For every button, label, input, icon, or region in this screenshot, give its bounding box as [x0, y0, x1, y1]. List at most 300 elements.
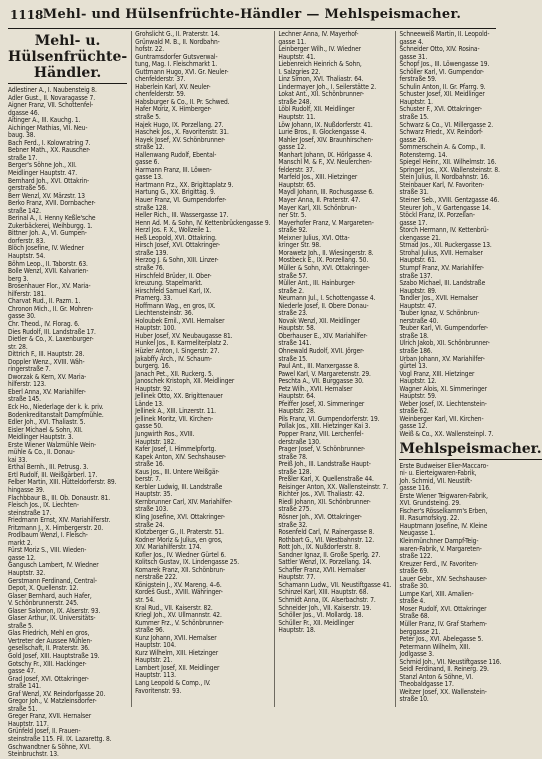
directory-entry: Schöller Karl, VI. Gumpendor-: [399, 67, 484, 76]
entry-list: [399, 31, 541, 439]
directory-entry: Schneeweiß Martin, II. Leopold-: [399, 30, 490, 38]
directory-entry: Graf Wenzl, XV. Reindorfgasse 20.: [8, 689, 106, 698]
directory-entry: Hauptstr. 92.: [135, 384, 173, 393]
directory-entry: Sandner Ignaz, II. Große Sperlg. 27.: [278, 550, 381, 559]
directory-entry: Hirschfeld Samuel Karl, IX.: [135, 286, 212, 295]
directory-entry: Hauptstr. 47.: [399, 301, 437, 310]
directory-entry: Novak Wenzl, XII. Meidlinger: [278, 316, 360, 325]
directory-entry: Dies Rudolf, III. Landstraße 17.: [8, 327, 96, 336]
directory-entry: Chr. Theod., IV. Florag. 6.: [8, 319, 80, 328]
entry-list-mehlspeismacher: [399, 463, 541, 705]
directory-entry: Hauptstr. 61.: [399, 256, 437, 265]
directory-entry: Lambert Josef, XII. Meidlinger: [135, 663, 220, 672]
directory-entry: Hauer Franz, VI. Gumpendorfer-: [135, 196, 227, 205]
directory-entry: dgasse 46.: [8, 108, 40, 117]
directory-entry: Hauptstr. 89.: [399, 286, 437, 295]
directory-entry: Hauptstr. 182.: [135, 437, 176, 446]
directory-entry: Strnad Jos., XII. Ruckergasse 13.: [399, 241, 492, 250]
directory-entry: Kofler Jos., IV. Wiedner Gürtel 6.: [135, 550, 226, 559]
directory-entry: Hayek Josef, XV. Schönbrunner-: [135, 135, 226, 144]
directory-entry: Hauptstr. 35.: [135, 490, 173, 499]
directory-entry: Habsburger & Co., II. Pr. Schwed.: [135, 97, 230, 106]
directory-entry: felderstr. 37.: [278, 165, 315, 174]
directory-entry: Joh. Schmid, VII. Neustift-: [399, 476, 473, 485]
directory-entry: tung, Mag. I. Fleischmarkt 1.: [135, 60, 218, 69]
directory-entry: Heß Leopold, XVI. Ottakring.: [135, 233, 217, 242]
directory-entry: waren-Fabrik, V. Margareten-: [399, 544, 482, 553]
header-rule: [8, 28, 496, 29]
directory-entry: Rosenfeld Carl, IV. Rainergasse 8.: [278, 528, 375, 537]
directory-entry: Tandler Jos., XVII. Hernalser: [399, 294, 479, 303]
directory-entry: ferstraße 59.: [399, 75, 437, 84]
directory-entry: chenfelderstr. 37.: [135, 75, 186, 84]
entry-list: [8, 87, 127, 759]
directory-entry: Peschta A., VII. Burggasse 30.: [278, 377, 364, 386]
directory-entry: Huber Josef, XV. Neubaugasse 81.: [135, 331, 233, 340]
directory-entry: kai 33.: [8, 455, 28, 464]
directory-entry: Klotzberger G., II. Praterstr. 51.: [135, 528, 224, 537]
directory-entry: Richter Jos., XVI. Thaliastr. 42.: [278, 490, 365, 499]
directory-entry: Schaffer Franz, XVII. Hernalser: [278, 565, 366, 574]
directory-entry: ni- u. Eierteigwaren-Fabrik,: [399, 469, 477, 478]
directory-entry: Kleinmünchner Dampf-Teig-: [399, 537, 479, 545]
directory-entry: berggasse 21.: [399, 627, 441, 636]
directory-entry: Edler Joh., XVI. Thaliastr. 5.: [8, 418, 86, 427]
directory-entry: Lände 13.: [135, 399, 164, 408]
directory-entry: steinstraße 115. Fil. IX. Lazarettg. 8.: [8, 735, 112, 744]
directory-entry: Hauptstr. 104.: [135, 641, 176, 650]
directory-entry: Hauptstr. 64.: [278, 392, 316, 401]
directory-entry: Glaser Salomon, IX. Alserstr. 93.: [8, 606, 101, 615]
directory-entry: Schulin Anton, II. Gr. Pfarrg. 9.: [399, 82, 486, 91]
directory-entry: gasse 12.: [399, 422, 428, 431]
directory-entry: Schmid Joh., VII. Neustiftgasse 116.: [399, 657, 502, 666]
directory-entry: Wagner Alois, XI. Simmeringer: [399, 384, 487, 393]
directory-entry: Kernbrunner Carl, XIV. Mariahilfer-: [135, 497, 233, 506]
column-3: [274, 31, 391, 707]
directory-entry: straße 51.: [8, 704, 38, 713]
directory-entry: Sattler Wenzl, IX. Porzellang. 14.: [278, 558, 372, 567]
directory-entry: straße 4.: [399, 597, 426, 606]
directory-entry: Steiner Seb., XVIII. Gentzgasse 46.: [399, 196, 500, 205]
directory-entry: Lurie Bros., II. Glockengasse 4.: [278, 128, 367, 137]
directory-entry: Bebner Math., XX. Rauscher-: [8, 146, 91, 155]
directory-entry: Müller & Sohn, XVI. Ottakringer-: [278, 263, 370, 272]
directory-entry: Grünwald M. B., II. Nordbahn-: [135, 37, 220, 46]
directory-entry: Berr Wenzl, XV. Märzstr. 13: [8, 191, 85, 200]
directory-entry: Neumann Jul., I. Schottengasse 4.: [278, 294, 376, 303]
directory-entry: Vogl Franz, XIII. Hietzinger: [399, 369, 475, 378]
directory-entry: Meidlinger Hauptstr. 3.: [8, 433, 74, 442]
directory-entry: gürtel 13.: [399, 362, 428, 371]
directory-entry: Frodlbaum Wenzl, I. Fleisch-: [8, 531, 88, 540]
directory-entry: straße 78.: [278, 452, 308, 461]
directory-entry: Erste Budweiser Elier-Maccaro-: [399, 461, 489, 470]
directory-entry: Kaus Jos., III. Untere Weißgär-: [135, 467, 220, 476]
directory-entry: gasse 50.: [135, 422, 163, 431]
directory-entry: straße 5.: [8, 621, 34, 630]
columns: [8, 30, 542, 759]
directory-entry: Hartmann Frz., XX. Brigittaplatz 9.: [135, 180, 234, 189]
directory-entry: V. Schönbrunnerstr. 245.: [8, 599, 79, 608]
directory-entry: nerstraße 40.: [399, 316, 439, 325]
directory-entry: berg 3.: [8, 274, 29, 283]
directory-entry: Linz Simon, XVI. Thaliastr. 64.: [278, 75, 364, 84]
directory-entry: Rothbart G., VII. Westbahnstr. 12.: [278, 535, 375, 544]
directory-entry: Leinberger Wilh., IV. Wiedner: [278, 45, 361, 54]
directory-entry: Schmidt Anna, IX. Alserbachstr. 7.: [278, 596, 376, 605]
directory-entry: Paul Ant., III. Marxergasse 8.: [278, 362, 360, 371]
directory-entry: steinstraße 17.: [8, 508, 52, 517]
directory-entry: Erste Wiener Walzmühle Wein-: [8, 440, 97, 449]
directory-entry: Henn Ad. M. & Sohn, IV. Kettenbrückengasse 9.: [135, 218, 271, 227]
directory-entry: Weinberger Karl, VII. Kirchen-: [399, 414, 484, 423]
directory-entry: Komarek Franz, XII. Schönbrun-: [135, 565, 226, 574]
directory-entry: Löw Johann, IX. Nußdorferstr. 41.: [278, 120, 373, 129]
directory-entry: gasse 26.: [399, 135, 428, 144]
directory-entry: Popper Franz, VIII. Lerchenfel-: [278, 429, 364, 438]
page-number: 1118: [10, 8, 44, 22]
directory-entry: Erste Wiener Teigwaren-Fabrik,: [399, 491, 488, 500]
directory-entry: Mostbeck E., IX. Porzellang. 50.: [278, 256, 369, 265]
directory-entry: Hirsch Josef, XVI. Ottakringer-: [135, 241, 221, 250]
directory-entry: Mayer Anna, II. Praterstr. 47.: [278, 196, 361, 205]
directory-entry: markt 2.: [8, 538, 33, 547]
directory-entry: straße 76.: [135, 263, 165, 272]
directory-entry: Hauptstr. 113.: [135, 671, 176, 680]
directory-entry: Stumpf Franz, XV. Mariahilfer-: [399, 263, 484, 272]
section-title-mehlspeismacher: Mehlspeismacher.: [399, 441, 541, 460]
directory-entry: Mahler Josef, XIV. Braunhirschen-: [278, 135, 374, 144]
directory-entry: Theobaldgasse 17.: [399, 680, 454, 689]
directory-entry: gesellschaft, II. Praterstr. 36.: [8, 644, 90, 653]
directory-entry: straße 57.: [278, 271, 308, 280]
directory-entry: Sommerschein A. & Comp., II.: [399, 143, 486, 152]
directory-entry: Steurer Joh., V. Gartengasse 14.: [399, 203, 491, 212]
directory-entry: Niederle Josef, II. Obere Donau-: [278, 301, 369, 310]
directory-entry: Grad Josef, XVI. Ottakringer-: [8, 674, 89, 683]
directory-entry: ner Str. 5.: [278, 211, 307, 220]
directory-entry: Gold Josef, XIII. Hauptstraße 19.: [8, 652, 100, 661]
directory-entry: Kerbler Ludwig, III. Landstraße: [135, 482, 223, 491]
directory-entry: Oberhauser E., XIV. Mariahilfer-: [278, 331, 368, 340]
directory-entry: Tauber Ignaz, V. Schönbrun-: [399, 309, 480, 318]
directory-entry: Herzl Jos. F. X., Wollzeile 1.: [135, 226, 212, 235]
directory-entry: Holoubek Emil., XVII. Hernalser: [135, 316, 225, 325]
directory-entry: Steinbauer Karl, IV. Favoriten-: [399, 180, 485, 189]
directory-entry: Rösner Joh., XVI. Ottakringer-: [278, 513, 362, 521]
directory-entry: Stein Julius, II. Nordbahnstr. 16.: [399, 173, 490, 182]
directory-entry: Morawetz Joh., II. Wiesingerstr. 8.: [278, 248, 374, 257]
directory-entry: straße 248.: [278, 97, 312, 106]
directory-entry: III. Rasumofskyg. 22.: [399, 514, 460, 523]
directory-entry: Straße 68.: [399, 612, 430, 621]
directory-entry: Schüller Fr., XII. Meidlinger: [278, 618, 355, 627]
directory-entry: Berinal A., I. Henny Keßle'sche: [8, 214, 96, 223]
directory-entry: Ertl Rudolf, III. Weißgärberl. 17.: [8, 470, 98, 479]
directory-entry: Kordeš Gust., XVIII. Währinger-: [135, 588, 223, 597]
directory-entry: berstr. 7.: [135, 475, 161, 484]
directory-entry: Springer Jos., XX. Wallensteinstr. 8.: [399, 165, 500, 174]
directory-entry: baug. 38.: [8, 131, 36, 140]
directory-entry: Schuster F., XVI. Ottakringer-: [399, 105, 482, 114]
directory-entry: straße 18.: [399, 331, 429, 340]
directory-entry: Lang Leopold & Comp., IV.: [135, 679, 211, 688]
directory-entry: Hauptstr. 18.: [278, 626, 316, 635]
directory-entry: Riedl Johann, XII. Schönbrunner-: [278, 497, 371, 506]
directory-entry: Hauptstr. 41.: [278, 52, 316, 61]
directory-entry: Ohnewald Rudolf, XVII. Jörger-: [278, 346, 365, 355]
directory-entry: Friedmann Ernst, XIV. Mariahilferstr.: [8, 516, 111, 525]
directory-entry: Grünfeld Josef, II. Frauen-: [8, 727, 81, 736]
directory-entry: Preiß Joh., III. Landstraße Haupt-: [278, 460, 371, 469]
directory-entry: derstraße 130.: [278, 437, 321, 446]
directory-entry: Hallenwang Rudolf, Ebental-: [135, 150, 217, 159]
directory-entry: Jungwirth Ros., XVIII.: [135, 429, 195, 438]
directory-entry: Fürst Moriz S., VIII. Wieden-: [8, 546, 87, 555]
directory-entry: Felber Martin, XIII. Hütteldorferstr. 89.: [8, 478, 117, 487]
directory-entry: Greger Franz, XVII. Hernalser: [8, 712, 92, 721]
directory-entry: Adlestiner A., I. Naubensteig 8.: [8, 86, 97, 94]
directory-entry: straße 92.: [278, 226, 308, 235]
directory-entry: straße 122.: [399, 552, 433, 561]
directory-entry: Bittner Joh. A., VI. Gumpen-: [8, 229, 87, 238]
directory-entry: Steinbruchstr. 13.: [8, 750, 59, 759]
directory-entry: Bernhard Joh., XVI. Ottakrin-: [8, 176, 90, 185]
directory-entry: Zukerbäckerei, Weihburgg. 1.: [8, 221, 93, 230]
column-2: [131, 31, 270, 707]
directory-entry: Jodlgasse 3.: [399, 650, 434, 659]
directory-entry: straße 30.: [399, 582, 429, 591]
directory-entry: Neugasse 1.: [399, 529, 436, 538]
directory-entry: Schwarz & Co., VI. Millergasse 2.: [399, 120, 494, 129]
directory-entry: Hauptstr. 12.: [399, 377, 437, 386]
directory-entry: Hauptstr. 100.: [135, 324, 176, 333]
page-header: [8, 6, 496, 28]
directory-entry: Hafer Moriz, X. Himberger-: [135, 105, 212, 114]
directory-entry: Hauptstr. 65.: [278, 180, 316, 189]
directory-entry: Guntramsdorfer Gutsverwal-: [135, 52, 218, 61]
directory-entry: Hunkel Jos., II. Karmeliterplatz 2.: [135, 339, 229, 348]
directory-entry: straße 103.: [135, 505, 169, 514]
directory-entry: Pramerg. 33.: [135, 294, 173, 303]
directory-entry: Grohslicht G., II. Praterstr. 14.: [135, 30, 220, 38]
directory-entry: Lokat Ant., XII. Schönbrunner-: [278, 90, 364, 99]
directory-entry: Schinzel Karl, XIII. Hauptstr. 68.: [278, 588, 369, 597]
directory-entry: straße 15.: [399, 113, 429, 122]
directory-entry: Schuster Josef, XII. Meidlinger: [399, 90, 485, 99]
directory-entry: Bach Ferd., I. Kolowratring 7.: [8, 138, 91, 147]
directory-entry: Weber Josef, IX. Liechtenstein-: [399, 399, 487, 408]
directory-entry: Hüzler Anton, I. Singerstr. 27.: [135, 346, 220, 355]
directory-entry: Preßler Karl, X. Quellenstraße 44.: [278, 475, 374, 484]
directory-entry: gasse 12.: [278, 143, 306, 152]
directory-entry: Peter Jos., XVI. Abelegasse 5.: [399, 635, 484, 644]
directory-entry: Gschwandtner & Söhne, XVI.: [8, 742, 91, 751]
directory-entry: hingasse 39.: [8, 485, 45, 494]
directory-entry: Eck Ho., Niederlage der k. k. priv.: [8, 402, 104, 411]
directory-entry: Harmann Franz, III. Löwen-: [135, 165, 212, 174]
directory-entry: Kapek Anton, XIV. Sechshauser-: [135, 452, 226, 461]
directory-entry: Aitinger A., III. Kauchg. 1.: [8, 116, 81, 125]
directory-entry: ringerstraße 7.: [8, 365, 51, 374]
directory-entry: Janoschek Kristoph, XII. Meidlinger: [135, 377, 235, 386]
directory-entry: Kral Rud., VII. Kaiserstr. 82.: [135, 603, 213, 612]
directory-entry: straße 16.: [135, 460, 165, 469]
directory-entry: Janach Pet., XII. Ruckerg. 5.: [135, 369, 214, 378]
directory-entry: straße 17.: [8, 153, 38, 162]
directory-entry: Hauptstr. 58.: [278, 324, 316, 333]
directory-entry: burgerg. 16.: [135, 362, 171, 371]
directory-entry: Lindermayer Joh., I. Seilerstätte 2.: [278, 82, 377, 91]
directory-entry: hofstr. 22.: [135, 45, 164, 54]
running-title: Mehl- und Hülsenfrüchte-Händler — Mehlspeismacher.: [42, 7, 462, 22]
directory-entry: Charvat Rud., II. Pazm. 1.: [8, 297, 81, 306]
directory-entry: straße 15.: [278, 354, 308, 363]
directory-entry: Kunz Johann, XVII. Hernalser: [135, 633, 217, 642]
directory-entry: mühle & Co., II. Donau-: [8, 448, 75, 457]
directory-entry: Schneider Otto, XIV. Rosina-: [399, 45, 480, 54]
directory-entry: Glas Friedrich, Mehl en gros,: [8, 629, 90, 638]
directory-entry: Depot, X. Quellenstr. 12.: [8, 584, 79, 593]
directory-entry: Szabo Michael, III. Landstraße: [399, 279, 486, 288]
directory-entry: Jellinek Moritz, VII. Kirchen-: [135, 414, 213, 423]
directory-entry: Glaser Arthur, IX. Universitäts-: [8, 614, 96, 623]
directory-entry: Seidl Ferdinand, II. Reinerg. 29.: [399, 665, 489, 674]
directory-entry: Mayer Karl, XII. Schönbrun-: [278, 203, 357, 212]
directory-entry: Rotensterng. 14.: [399, 150, 448, 159]
directory-entry: Pfeiffer Josef, XI. Simmeringer: [278, 399, 365, 408]
directory-entry: Schopf Jos., III. Löwengasse 19.: [399, 60, 490, 69]
directory-entry: Kling Josefine, XVI. Ottakringer-: [135, 513, 225, 521]
directory-entry: Fischer's Rösselkamm's Erben,: [399, 506, 488, 515]
directory-entry: straße 96.: [135, 626, 165, 635]
directory-entry: Hauptstr. 32.: [8, 569, 46, 577]
directory-entry: Fleisch Jos., IX. Liechten-: [8, 501, 79, 510]
directory-entry: I. Salzgries 22.: [278, 67, 321, 76]
directory-entry: Dietler & Co., X. Laxenburger-: [8, 335, 94, 344]
directory-entry: gasse 116.: [399, 484, 431, 493]
directory-entry: Ulrich Jakob, XII. Schönbrunner-: [399, 339, 490, 348]
directory-entry: Urban Johann, XV. Mariahilfer-: [399, 354, 485, 363]
directory-entry: Gotschy Fr., XIII. Hackinger-: [8, 659, 87, 668]
directory-entry: Königstein J., XV. Mareng. 4–6.: [135, 580, 222, 589]
directory-entry: Manschl M. & F., XV. Neulerchen-: [278, 158, 372, 167]
directory-entry: Gerstmann Ferdinand, Central-: [8, 576, 97, 585]
directory-entry: Pawel Karl, V. Margaretenstr. 29.: [278, 369, 371, 378]
entry-list: [278, 31, 391, 635]
directory-entry: gasse 30.: [8, 312, 36, 321]
directory-entry: kreuzung. Stapelmarkt.: [135, 279, 203, 288]
directory-entry: Petz Wilh., XVII. Hernalser: [278, 384, 353, 393]
directory-entry: Hauptstr. 1.: [399, 97, 433, 106]
directory-entry: Böhm Leop., II. Taborstr. 63.: [8, 259, 88, 268]
directory-entry: nerstraße 222.: [135, 573, 178, 582]
directory-entry: Strohal Julius, XVII. Hernalser: [399, 248, 483, 257]
directory-entry: Weitzer Josef, XX. Wallenstein-: [399, 687, 487, 696]
directory-entry: Schamann Ludw., VII. Neustiftgasse 41.: [278, 580, 392, 589]
directory-entry: Spiegel Heinr., XII. Wilhelmstr. 16.: [399, 158, 497, 167]
directory-entry: gasse 13.: [135, 173, 163, 182]
directory-entry: Hauptmann Josefine, IV. Kleine: [399, 521, 488, 530]
directory-entry: straße 31.: [399, 188, 429, 197]
directory-entry: chenfelderstr. 59.: [135, 90, 186, 99]
directory-entry: Petermann Wilhelm, XIII.: [399, 642, 471, 651]
directory-entry: Liebenreich Heinrich & Sohn,: [278, 60, 362, 69]
directory-entry: Pollak Jos., XIII. Hietzinger Kai 3.: [278, 422, 371, 431]
directory-entry: XIV. Mariahilferstr. 174.: [135, 543, 202, 552]
directory-entry: Chronon Mich., II. Gr. Mohren-: [8, 304, 94, 313]
directory-entry: Kafer Josef, I. Himmelpfortg.: [135, 445, 217, 454]
directory-entry: Vertreter der Aussee Mühlen-: [8, 636, 93, 645]
directory-entry: Lauer Gebr., XIV. Sechshauser-: [399, 574, 488, 583]
directory-entry: Manhart Johann, IX. Hörlgasse 4.: [278, 150, 373, 159]
entry-list: [135, 31, 270, 695]
directory-entry: hilferstr. 181.: [8, 289, 46, 298]
directory-entry: straße 145.: [8, 395, 41, 404]
directory-entry: Dittrich F., III. Hauptstr. 28.: [8, 350, 85, 359]
directory-entry: straße 23.: [278, 309, 308, 318]
directory-entry: Meidlinger Hauptstr. 47.: [8, 169, 77, 178]
directory-entry: Mayerhofer Franz, V. Margareten-: [278, 218, 374, 227]
directory-entry: Hauptstr. 117.: [8, 719, 49, 728]
directory-entry: straße 275.: [278, 505, 312, 514]
section-title: Mehl- u. Hülsenfrüchte-Händler.: [8, 33, 127, 84]
directory-entry: Dworzak & Kern, XV. Maria-: [8, 372, 87, 381]
directory-entry: straße 137.: [399, 271, 433, 280]
directory-entry: Gangusch Lambert, IV. Wiedner: [8, 561, 99, 570]
directory-entry: Herzog J. & Sohn, XIII. Linzer-: [135, 256, 219, 265]
directory-entry: Hauptstr. 11.: [278, 113, 316, 122]
directory-entry: Brosenhauer Flor., XV. Maria-: [8, 282, 91, 291]
directory-entry: gasse 6.: [135, 158, 160, 167]
directory-entry: Teuber Karl, VI. Gumpendorfer-: [399, 324, 489, 333]
directory-entry: kringer Str. 98.: [278, 241, 321, 250]
directory-entry: straße 186.: [399, 346, 433, 355]
directory-entry: Liechtensteinstr. 36.: [135, 309, 194, 318]
directory-entry: Hauptstr. 21.: [135, 656, 173, 665]
directory-entry: Hoffmann Wag., en gros, IX.: [135, 301, 216, 310]
directory-entry: straße 32.: [278, 520, 308, 529]
directory-entry: Heller Rich., III. Wassergasse 17.: [135, 211, 229, 220]
directory-entry: Rott Joh., IX. Nußdorferstr. 8.: [278, 543, 361, 552]
directory-entry: Flachbbaur B., III. Ob. Donaustr. 81.: [8, 493, 110, 502]
directory-entry: Kolitsch Gustav, IX. Lindengasse 25.: [135, 558, 240, 567]
directory-entry: Gregor Joh., V. Matzleinsdorfer-: [8, 697, 97, 706]
directory-entry: gerstraße 56.: [8, 184, 47, 193]
column-1: [8, 31, 128, 759]
directory-entry: dorferstr. 83.: [8, 236, 46, 245]
directory-entry: straße 12.: [135, 143, 165, 152]
directory-entry: Erthal Bernh., III. Petrusg. 3.: [8, 463, 89, 472]
directory-entry: Favoritenstr. 93.: [135, 686, 182, 695]
directory-entry: straße 139.: [135, 248, 169, 257]
directory-entry: Lechner Anna, IV. Mayerhof-: [278, 30, 359, 38]
directory-entry: Jellinek A., XIII. Linzerstr. 11.: [135, 407, 216, 416]
directory-entry: Hajek Hugo, IX. Porzellang. 27.: [135, 120, 224, 129]
directory-entry: Blöch Josefine, IV. Wiedner: [8, 244, 84, 253]
directory-entry: Adler Gust., II. Novaragasse 7.: [8, 93, 95, 102]
directory-entry: Glaser Bernhard, auch Hafer,: [8, 591, 92, 600]
directory-entry: Hauptstr. 77.: [278, 573, 316, 582]
column-4: [395, 31, 541, 707]
directory-entry: straße 10.: [399, 695, 429, 704]
directory-entry: Hauptstr. 28.: [278, 407, 316, 416]
directory-entry: str. 54.: [135, 596, 155, 605]
directory-entry: Löbl Rudolf, XII. Meidlinger: [278, 105, 355, 114]
directory-entry: Schöller Jos., VI. Mollardg. 18.: [278, 611, 364, 620]
directory-entry: Eisler Michael & Sohn, XII.: [8, 425, 83, 434]
